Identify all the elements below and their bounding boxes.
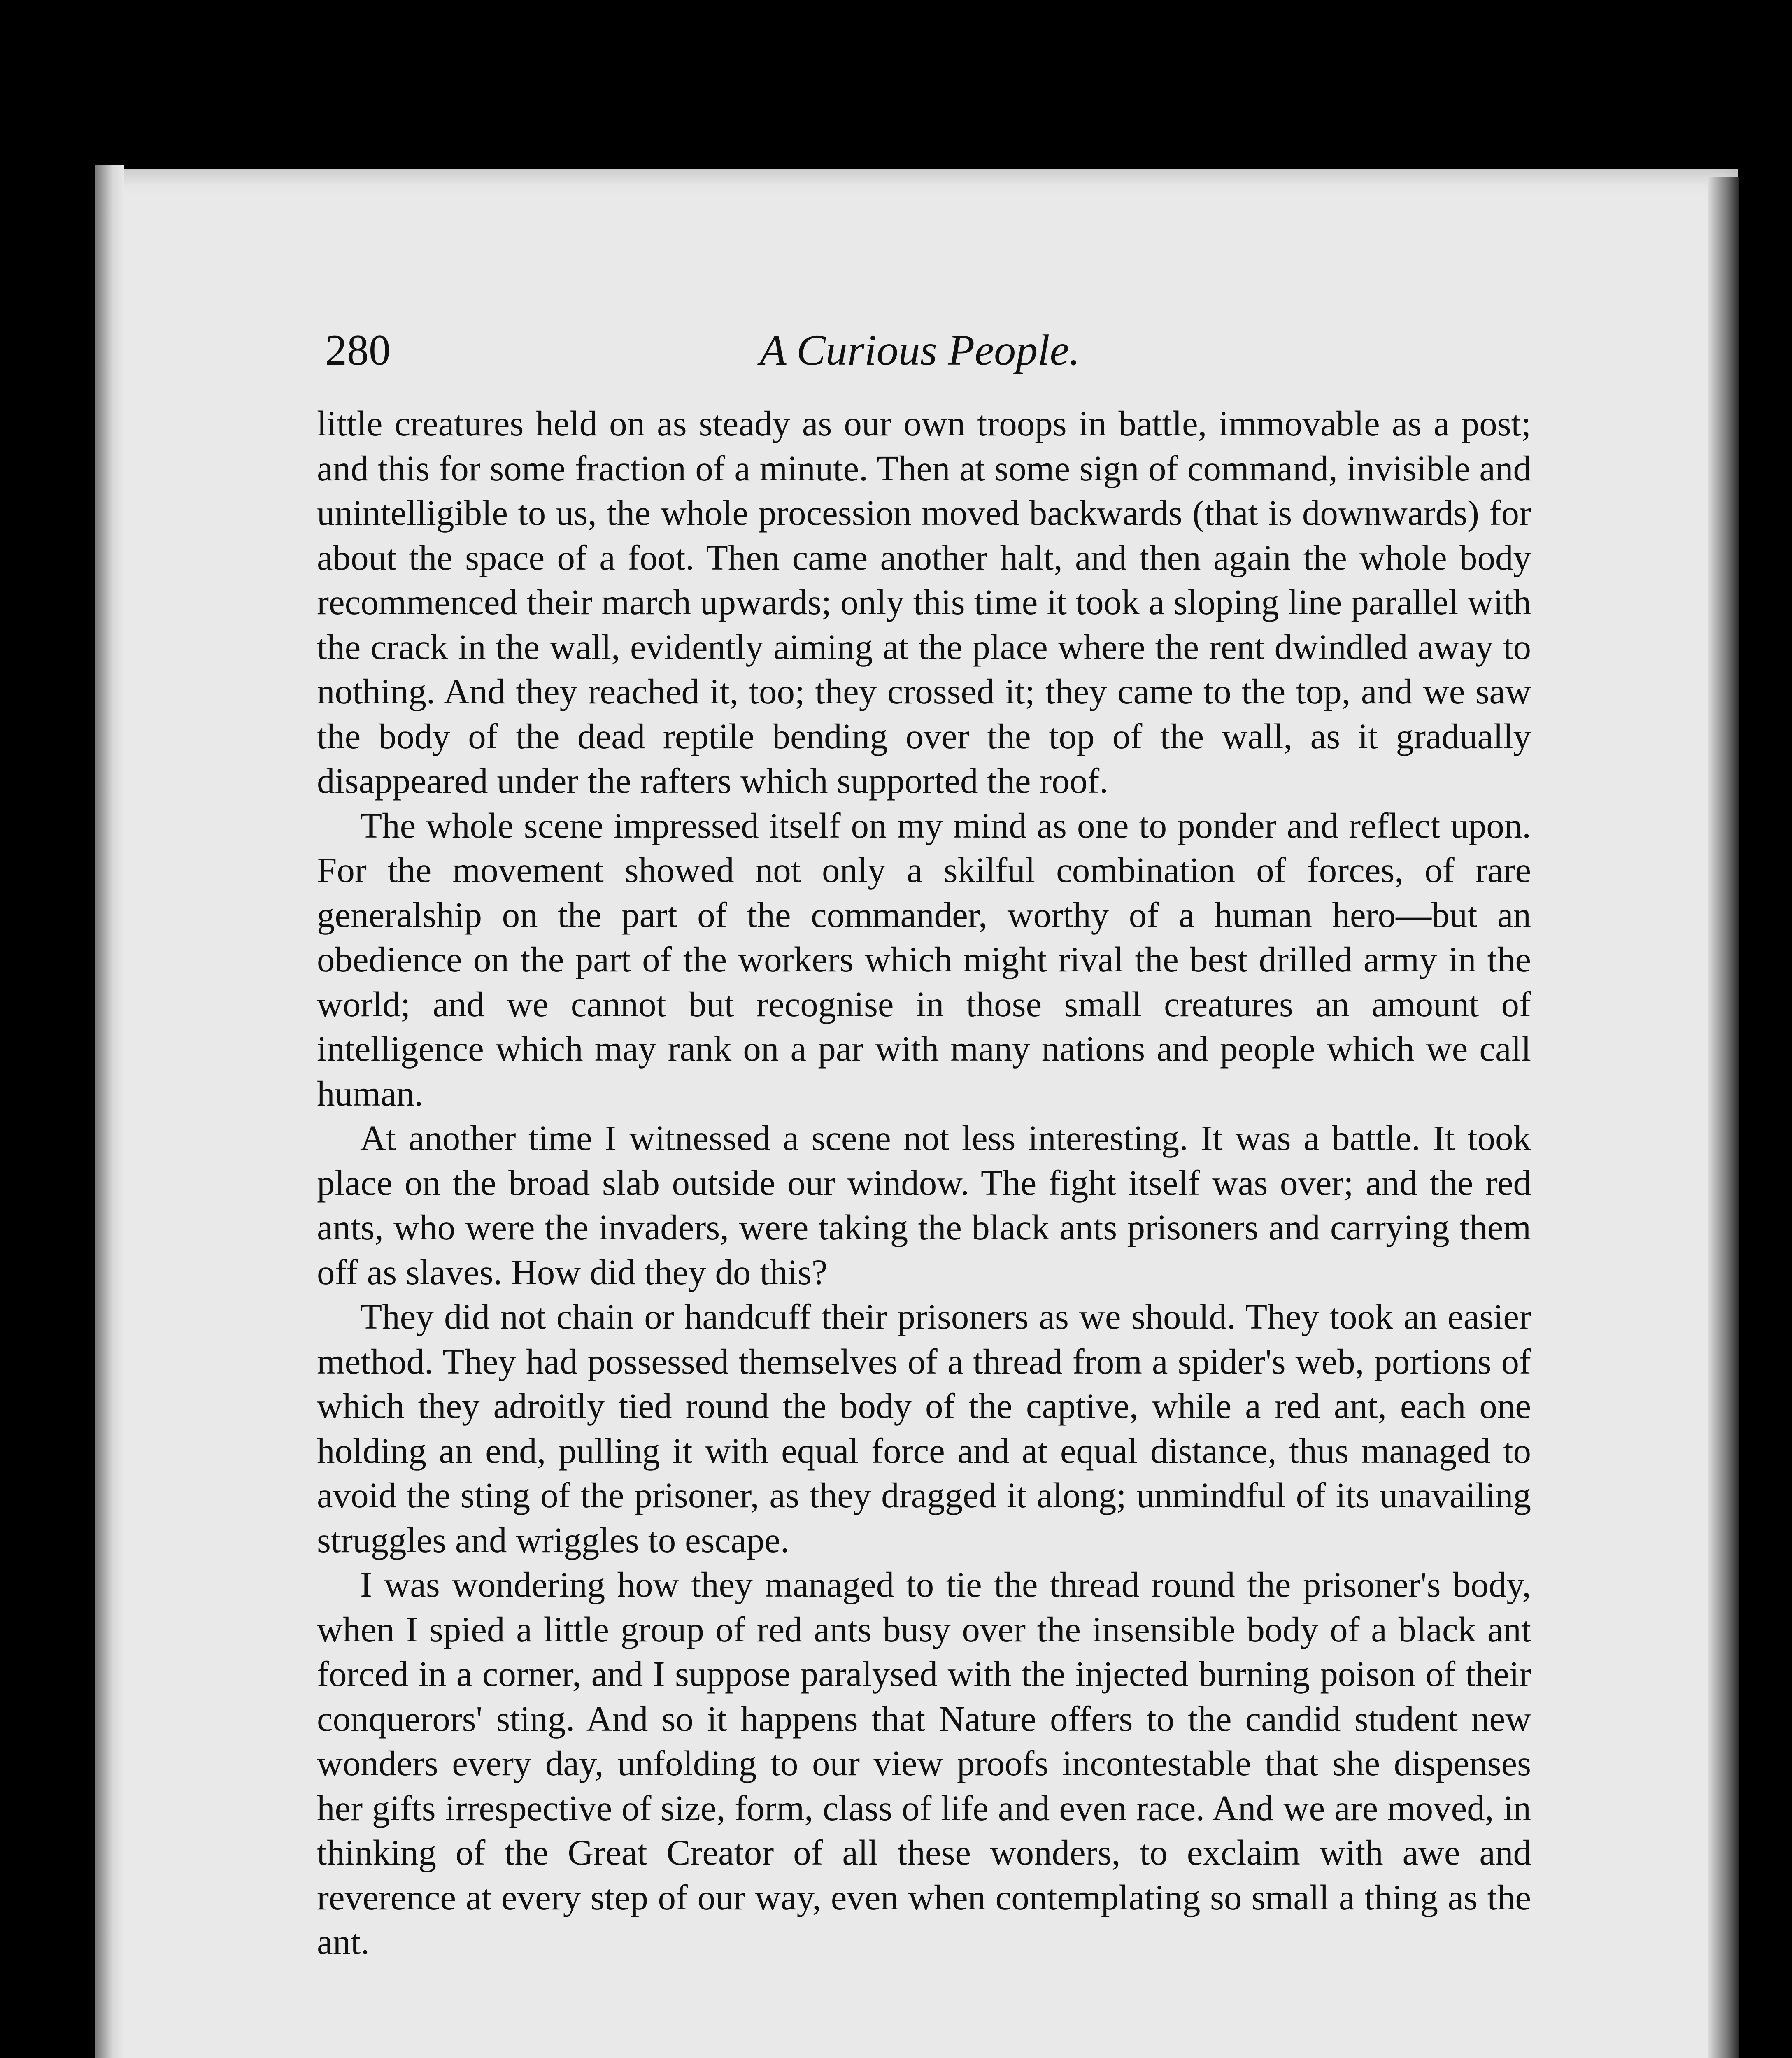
page-edge-shadow [1708,177,1739,2058]
paragraph-5: I was wondering how they managed to tie the thread round the prisoner's body, when I spied a little group of red ants busy over the insensible body of a black ant forced in a corner, and I suppose paralysed with the injected burning poison of their conquerors' sting. And so it happens that Nature offers to the candid student new wonders every day, unfolding to our view proofs incontestable that she dispenses her gifts irrespective of size, form, class of life and even race. And we are moved, in thinking of the Great Creator of all these wonders, to exclaim with awe and reverence at every step of our way, even when contemplating so small a thing as the ant. [317,1564,1531,1962]
paragraph-2: The whole scene impressed itself on my mind as one to ponder and reflect upon. For the movement showed not only a skilful combination of forces, of rare generalship on the part of the commander, worthy of a human hero—but an obedience on the part of the workers which might rival the best drilled army in the world; and we cannot but recognise in those small creatures an amount of intelligence which may rank on a par with many nations and people which we call human. [317,805,1531,1113]
page-number: 280 [325,326,391,374]
paragraph-1: little creatures held on as steady as our own troops in battle, immovable as a post; and this for some fraction of a minute. Then at some sign of command, invisible and unintelligible to us, the whole procession moved backwards (that is downwards) for about the space of a foot. Then came another halt, and then again the whole body recommenced their march upwards; only this time it took a sloping line parallel with the crack in the wall, evidently aiming at the place where the rent dwindled away to nothing. And they reached it, too; they crossed it; they came to the top, and we saw the body of the dead reptile bending over the top of the wall, as it gradually disappeared under the rafters which supported the roof. [317,403,1531,801]
running-title: A Curious People. [759,326,1080,374]
body-text [317,401,1531,1965]
page-gutter-shadow [95,165,124,2058]
paragraph-4: They did not chain or handcuff their prisoners as we should. They took an easier method. They had possessed themselves of a thread from a spider's web, portions of which they adroitly tied round the body of the captive, while a red ant, each one holding an end, pulling it with equal force and at equal distance, thus managed to avoid the sting of the prisoner, as they dragged it along; unmindful of its unavailing struggles and wriggles to escape. [317,1297,1531,1560]
page-header [317,325,1523,379]
paragraph-3: At another time I witnessed a scene not less interesting. It was a battle. It took place on the broad slab outside our window. The fight itself was over; and the red ants, who were the invaders, were taking the black ants prisoners and carrying them off as slaves. How did they do this? [317,1118,1531,1292]
